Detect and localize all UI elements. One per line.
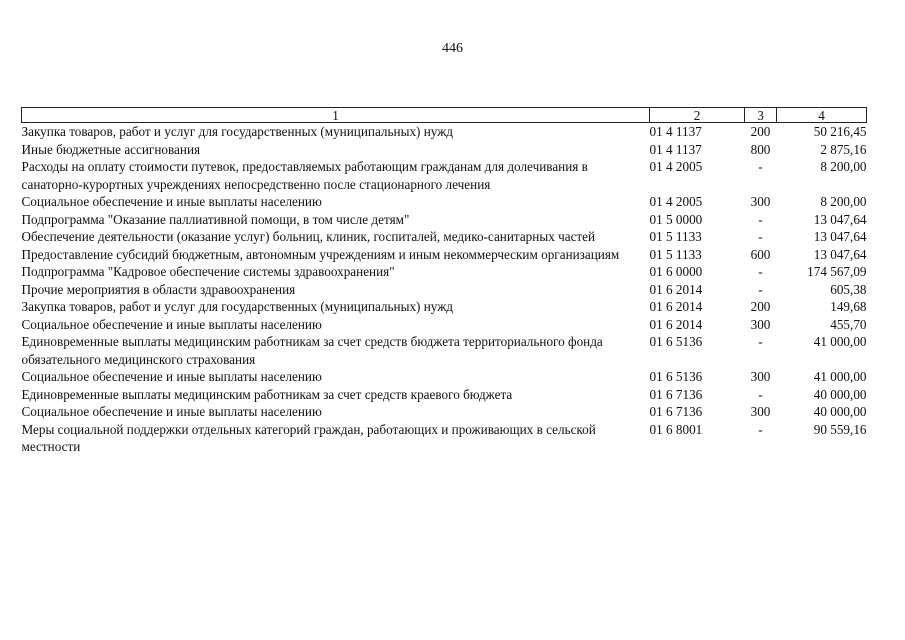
- table-row: [22, 316, 867, 334]
- row-type: 800: [750, 141, 771, 157]
- table-row: [22, 211, 867, 229]
- row-amount: 455,70: [830, 316, 867, 332]
- row-type: -: [758, 229, 763, 244]
- row-type: 300: [750, 369, 771, 384]
- row-type: 200: [750, 299, 771, 314]
- row-type: 300: [750, 194, 771, 209]
- table-row: [22, 228, 867, 246]
- row-type: -: [758, 386, 763, 402]
- header-row: [22, 108, 867, 123]
- row-name: Социальное обеспечение и иные выплаты населению: [21, 404, 322, 419]
- row-type: 300: [750, 316, 771, 332]
- table-row: [22, 333, 867, 368]
- row-amount: 174 567,09: [807, 264, 867, 279]
- row-type: 600: [750, 246, 771, 262]
- row-name: Меры социальной поддержки отдельных категорий граждан, работающих и проживающих в сельской местности: [21, 421, 596, 454]
- row-code: 01 6 2014: [649, 316, 703, 332]
- row-type: -: [758, 264, 763, 279]
- row-name: Социальное обеспечение и иные выплаты населению: [21, 316, 322, 332]
- row-type: -: [758, 334, 763, 349]
- row-code: 01 5 1133: [649, 229, 702, 244]
- row-name: Прочие мероприятия в области здравоохранения: [21, 281, 296, 297]
- table-row: [22, 263, 867, 281]
- row-code: 01 6 0000: [649, 264, 703, 279]
- row-name: Обеспечение деятельности (оказание услуг) больниц, клиник, госпиталей, медико-санитарных частей: [21, 229, 596, 244]
- row-type: 200: [750, 124, 771, 139]
- row-amount: 605,38: [830, 281, 867, 297]
- table-row: [22, 193, 867, 211]
- row-code: 01 6 2014: [649, 299, 703, 314]
- row-amount: 41 000,00: [813, 369, 867, 384]
- table-row: [22, 246, 867, 264]
- row-name: Предоставление субсидий бюджетным, автономным учреждениям и иным некоммерческим организациям: [21, 246, 620, 262]
- header-col-2: 2: [650, 108, 745, 123]
- row-amount: 41 000,00: [813, 334, 867, 349]
- row-name: Подпрограмма "Кадровое обеспечение системы здравоохранения": [21, 264, 395, 279]
- row-code: 01 5 1133: [649, 246, 702, 262]
- table-row: [22, 298, 867, 316]
- row-code: 01 6 2014: [649, 281, 703, 297]
- row-name: Закупка товаров, работ и услуг для государственных (муниципальных) нужд: [21, 124, 454, 139]
- table-row: [22, 386, 867, 404]
- row-code: 01 4 1137: [649, 141, 702, 157]
- row-code: 01 6 5136: [649, 369, 703, 384]
- row-name: Социальное обеспечение и иные выплаты населению: [21, 194, 322, 209]
- row-amount: 40 000,00: [813, 386, 867, 402]
- table-row: [22, 281, 867, 299]
- table-row: [22, 421, 867, 456]
- row-code: 01 6 7136: [649, 386, 703, 402]
- header-col-3: 3: [745, 108, 777, 123]
- row-amount: 40 000,00: [813, 404, 867, 419]
- table-row: [22, 368, 867, 386]
- row-amount: 50 216,45: [813, 124, 867, 139]
- row-name: Расходы на оплату стоимости путевок, предоставляемых работающим гражданам для долечивания в санаторно-курортных учреждениях непосредственно после стационарного лечения: [21, 159, 588, 192]
- row-amount: 13 047,64: [813, 246, 867, 262]
- row-name: Подпрограмма "Оказание паллиативной помощи, в том числе детям": [21, 211, 410, 227]
- row-code: 01 6 8001: [649, 421, 703, 437]
- row-type: 300: [750, 404, 771, 419]
- header-col-1: 1: [22, 108, 650, 123]
- budget-table: [21, 107, 867, 456]
- table-row: [22, 158, 867, 193]
- row-amount: 13 047,64: [813, 211, 867, 227]
- row-amount: 8 200,00: [820, 194, 867, 209]
- row-amount: 13 047,64: [813, 229, 867, 244]
- table-header: [22, 108, 867, 123]
- row-code: 01 4 2005: [649, 159, 703, 174]
- table-row: [22, 141, 867, 159]
- table-row: [22, 403, 867, 421]
- header-col-4: 4: [777, 108, 867, 123]
- row-code: 01 4 1137: [649, 124, 702, 139]
- row-type: -: [758, 211, 763, 227]
- row-code: 01 5 0000: [649, 211, 703, 227]
- row-name: Закупка товаров, работ и услуг для государственных (муниципальных) нужд: [21, 299, 454, 314]
- row-name: Единовременные выплаты медицинским работникам за счет средств краевого бюджета: [21, 386, 513, 402]
- row-name: Иные бюджетные ассигнования: [21, 141, 201, 157]
- row-type: -: [758, 421, 763, 437]
- row-amount: 90 559,16: [813, 421, 867, 437]
- table-body: [22, 123, 867, 456]
- row-amount: 8 200,00: [820, 159, 867, 174]
- row-code: 01 6 7136: [649, 404, 703, 419]
- row-type: -: [758, 159, 763, 174]
- row-type: -: [758, 281, 763, 297]
- row-name: Социальное обеспечение и иные выплаты населению: [21, 369, 322, 384]
- row-code: 01 6 5136: [649, 334, 703, 349]
- row-code: 01 4 2005: [649, 194, 703, 209]
- row-name: Единовременные выплаты медицинским работникам за счет средств бюджета территориального фонда обязательного медицинского страхования: [21, 334, 603, 367]
- row-amount: 2 875,16: [820, 141, 867, 157]
- table-row: [22, 123, 867, 141]
- row-amount: 149,68: [830, 299, 867, 314]
- page-number: 446: [442, 41, 463, 56]
